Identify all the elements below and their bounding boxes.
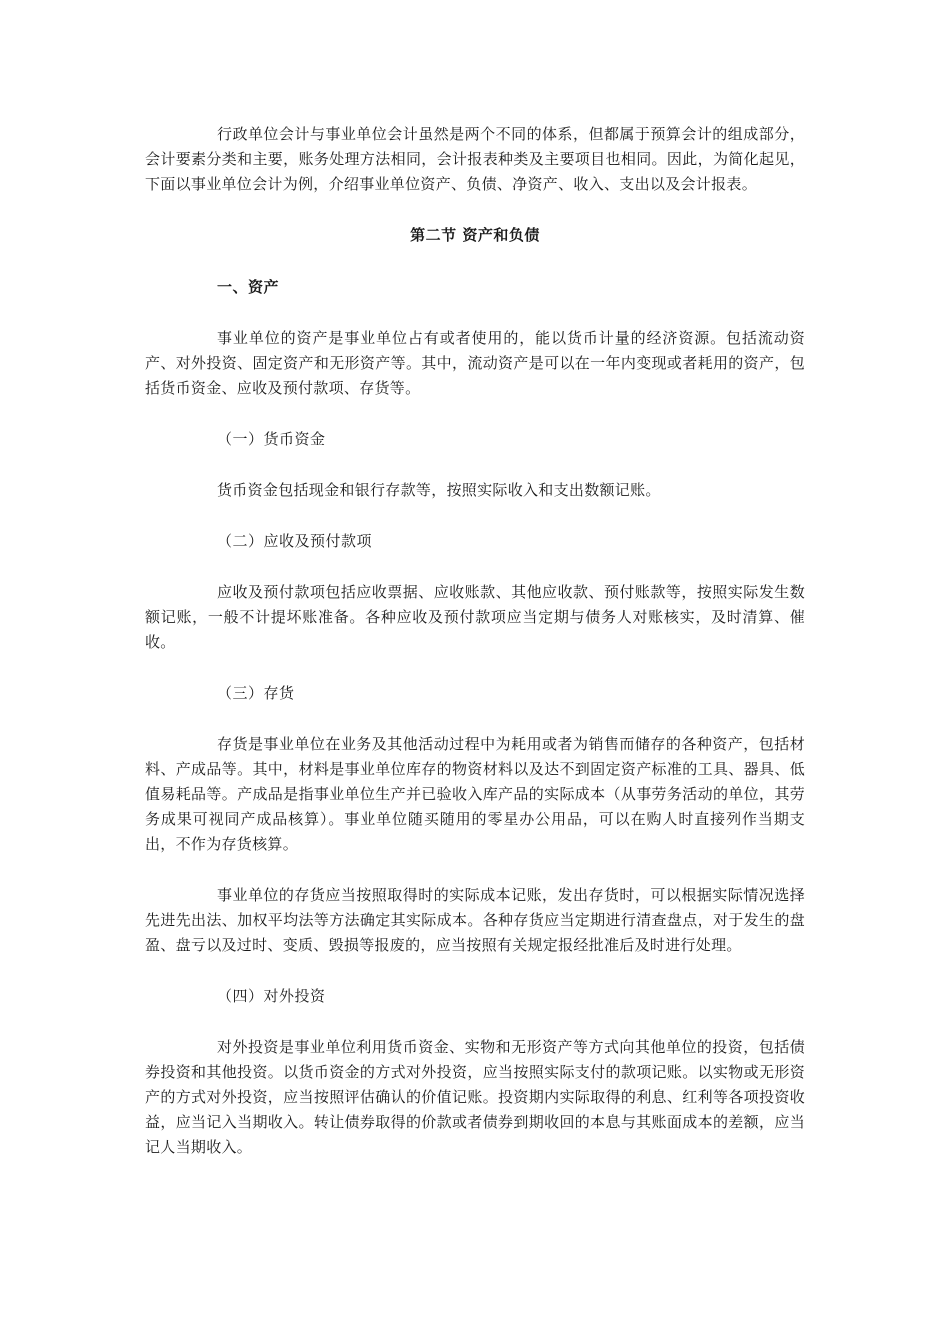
- heading-assets: 一、资产: [217, 278, 280, 296]
- intro-paragraph: 行政单位会计与事业单位会计虽然是两个不同的体系，但都属于预算会计的组成部分，会计要素分类和主要，账务处理方法相同，会计报表种类及主要项目也相同。因此，为简化起见，下面以事业单位会计为例，介绍事业单位资产、负债、净资产、收入、支出以及会计报表。: [145, 125, 805, 193]
- receivables-paragraph: 应收及预付款项包括应收票据、应收账款、其他应收款、预付账款等，按照实际发生数额记账，一般不计提坏账准备。各种应收及预付款项应当定期与债务人对账核实，及时清算、催收。: [145, 583, 805, 651]
- assets-paragraph: 事业单位的资产是事业单位占有或者使用的，能以货币计量的经济资源。包括流动资产、对外投资、固定资产和无形资产等。其中，流动资产是可以在一年内变现或者耗用的资产，包括货币资金、应收及预付款项、存货等。: [145, 329, 805, 397]
- monetary-funds-paragraph: 货币资金包括现金和银行存款等，按照实际收入和支出数额记账。: [217, 481, 661, 499]
- subheading-external-investment: （四）对外投资: [217, 987, 326, 1005]
- inventory-paragraph-1: 存货是事业单位在业务及其他活动过程中为耗用或者为销售而储存的各种资产，包括材料、产成品等。其中，材料是事业单位库存的物资材料以及达不到固定资产标准的工具、器具、低值易耗品等。产成品是指事业单位生产并已验收入库产品的实际成本（从事劳务活动的单位，其劳务成果可视同产成品核算）。事业单位随买随用的零星办公用品，可以在购人时直接列作当期支出，不作为存货核算。: [145, 735, 805, 853]
- document-page: [145, 122, 805, 1186]
- external-investment-paragraph: 对外投资是事业单位利用货币资金、实物和无形资产等方式向其他单位的投资，包括债券投资和其他投资。以货币资金的方式对外投资，应当按照实际支付的款项记账。以实物或无形资产的方式对外投资，应当按照评估确认的价值记账。投资期内实际取得的利息、红利等各项投资收益，应当记入当期收入。转让债券取得的价款或者债券到期收回的本息与其账面成本的差额，应当记人当期收入。: [145, 1038, 805, 1156]
- inventory-paragraph-2: 事业单位的存货应当按照取得时的实际成本记账，发出存货时，可以根据实际情况选择先进先出法、加权平均法等方法确定其实际成本。各种存货应当定期进行清查盘点，对于发生的盘盈、盘亏以及过时、变质、毁损等报废的，应当按照有关规定报经批准后及时进行处理。: [145, 886, 805, 954]
- section-title: 第二节 资产和负债: [410, 226, 540, 244]
- subheading-receivables: （二）应收及预付款项: [217, 532, 373, 550]
- subheading-monetary-funds: （一）货币资金: [217, 430, 326, 448]
- subheading-inventory: （三）存货: [217, 684, 295, 702]
